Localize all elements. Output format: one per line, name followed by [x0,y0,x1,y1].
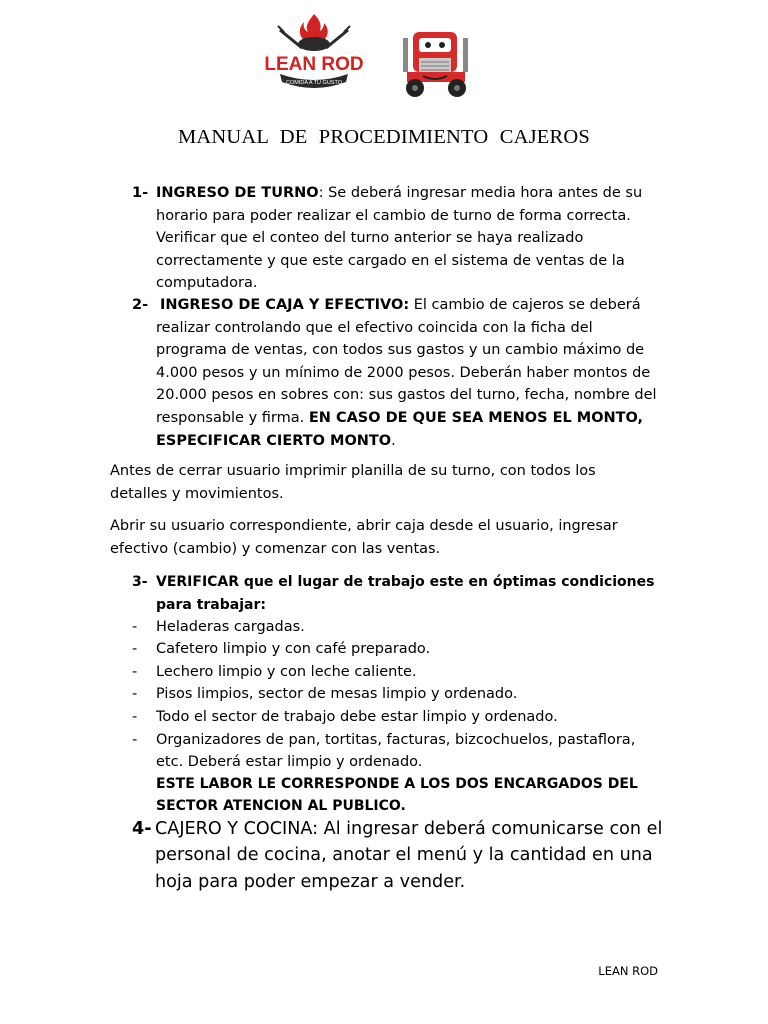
item-4-number: 4- [132,819,152,839]
bullet-dash: - [132,732,138,748]
item-2-line: responsable y firma. [156,409,309,426]
logo-brand-text: LEAN ROD [264,54,364,75]
checklist-text: Cafetero limpio y con café preparado. [156,641,431,657]
note-text: ESTE LABOR LE CORRESPONDE A LOS DOS ENCARGADOS DEL [156,776,638,792]
item-2-line: El cambio de cajeros se deberá [409,297,641,313]
item-4-line: Al ingresar deberá comunicarse con el [318,819,663,839]
item-1-number: 1- [132,185,149,201]
item-4-heading: CAJERO Y COCINA: [155,819,319,839]
item-2-warning: EN CASO DE QUE SEA MENOS EL MONTO, [308,409,644,426]
paragraph-close-user [110,460,710,505]
checklist-text: etc. Deberá estar limpio y ordenado. [156,754,423,770]
note-text: SECTOR ATENCION AL PUBLICO. [156,798,406,814]
grill-flame-logo-icon [258,2,370,102]
item-2-line: realizar controlando que el efectivo coincida con la ficha del [156,319,593,336]
lean-rod-logo [258,2,370,102]
logo-tagline: COMIDA A TU GUSTO [285,80,343,86]
checklist-text: Lechero limpio y con leche caliente. [156,664,417,680]
item-3-number: 3- [132,574,148,590]
item-2-warning: ESPECIFICAR CIERTO MONTO [156,432,392,449]
item-2-heading: INGRESO DE CAJA Y EFECTIVO: [160,297,410,313]
paragraph-line: Antes de cerrar usuario imprimir planilla de su turno, con todos los [110,463,596,479]
item-1 [132,182,672,297]
item-1-line: : Se deberá ingresar media hora antes de su [318,185,643,201]
item-1-line: computadora. [156,275,258,292]
item-1-line: correctamente y que este cargado en el sistema de ventas de la [156,252,625,269]
paragraph-open-user [110,515,710,560]
bullet-dash: - [132,709,138,725]
truck-image [397,28,477,102]
item-3-heading: para trabajar: [156,596,266,613]
checklist-text: Pisos limpios, sector de mesas limpio y ordenado. [156,686,518,702]
item-4-line: hoja para poder empezar a vender. [155,871,466,892]
item-2-period: . [391,432,396,449]
item-2 [132,294,692,454]
checklist-text: Organizadores de pan, tortitas, facturas, bizcochuelos, pastaflora, [156,732,636,748]
bullet-dash: - [132,619,138,635]
item-2-number: 2- [132,297,149,313]
item-1-heading: INGRESO DE TURNO [156,185,319,201]
paragraph-line: Abrir su usuario correspondiente, abrir caja desde el usuario, ingresar [110,518,618,534]
bullet-dash: - [132,686,138,702]
item-2-line: 20.000 pesos en sobres con: sus gastos del turno, fecha, nombre del [156,387,657,404]
item-1-line: Verificar que el conteo del turno anterior se haya realizado [156,230,584,247]
item-2-line: 4.000 pesos y un mínimo de 2000 pesos. Deberán haber montos de [156,364,651,381]
checklist-text: Todo el sector de trabajo debe estar limpio y ordenado. [156,709,558,725]
bullet-dash: - [132,664,138,680]
item-1-line: horario para poder realizar el cambio de turno de forma correcta. [156,207,631,224]
item-2-line: programa de ventas, con todos sus gastos y un cambio máximo de [156,342,645,359]
checklist-text: Heladeras cargadas. [156,619,305,635]
item-3-heading: VERIFICAR que el lugar de trabajo este en óptimas condiciones [156,574,655,590]
bullet-dash: - [132,641,138,657]
footer-text: LEAN ROD [598,964,658,978]
item-4-line: personal de cocina, anotar el menú y la cantidad en una [155,845,653,866]
page-title: MANUAL DE PROCEDIMIENTO CAJEROS [177,126,590,148]
cartoon-truck-icon [397,28,477,102]
paragraph-line: detalles y movimientos. [110,485,284,502]
item-3 [132,571,672,617]
paragraph-line: efectivo (cambio) y comenzar con las ventas. [110,540,441,557]
